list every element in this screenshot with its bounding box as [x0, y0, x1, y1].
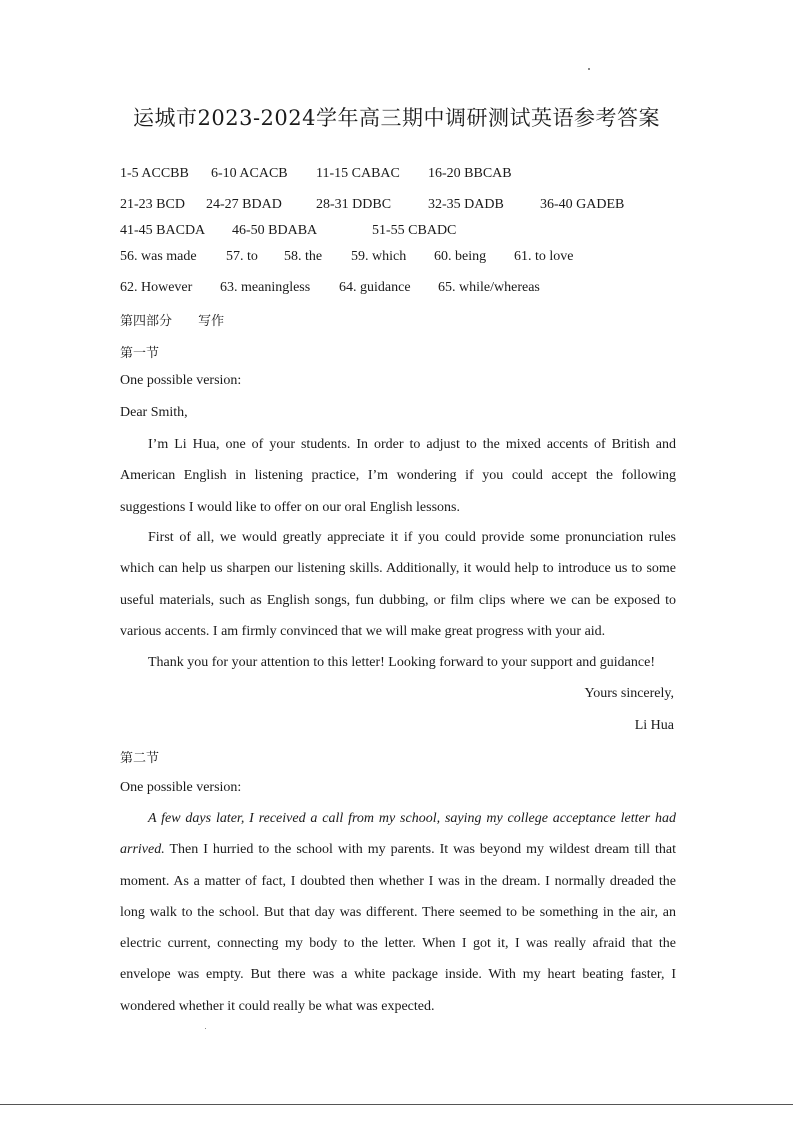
answer-item: 58. the	[284, 249, 323, 264]
answer-item: 62. However	[120, 280, 193, 295]
answer-group: 16-20 BBCAB	[428, 166, 512, 181]
page-bottom-rule	[0, 1104, 793, 1105]
answer-item: 60. being	[434, 249, 487, 264]
answer-group: 32-35 DADB	[428, 197, 504, 212]
letter-paragraph-3: Thank you for your attention to this letter! Looking forward to your support and guidance!	[148, 655, 655, 670]
answer-item: 57. to	[226, 249, 258, 264]
story-opening: A few days later, I received a call from my school, saying my college acceptance letter had arrived.	[120, 811, 676, 858]
letter-paragraph-1: I’m Li Hua, one of your students. In order to adjust to the mixed accents of British and American English in listening practice, I’m wondering if you could accept the following suggestions I would like to offer on our oral English lessons.	[120, 437, 676, 515]
part-heading	[120, 310, 224, 329]
part-sub-label: 写作	[198, 314, 225, 329]
answer-group: 24-27 BDAD	[206, 197, 282, 212]
page-title: 运城市2023-2024学年高三期中调研测试英语参考答案	[133, 106, 660, 130]
story-paragraph	[120, 803, 676, 1022]
answer-group: 41-45 BACDA	[120, 223, 206, 238]
answer-group: 1-5 ACCBB	[120, 166, 189, 181]
answer-group: 46-50 BDABA	[232, 223, 318, 238]
section-2-heading: 第二节	[120, 751, 160, 766]
section-2-version-label: One possible version:	[120, 780, 242, 795]
scan-speck	[588, 68, 590, 70]
answer-group: 6-10 ACACB	[211, 166, 288, 181]
letter-greeting: Dear Smith,	[120, 405, 188, 420]
part-label: 第四部分	[120, 314, 173, 329]
letter-closing: Yours sincerely,	[584, 686, 674, 701]
answer-group: 11-15 CABAC	[316, 166, 400, 181]
answer-group: 28-31 DDBC	[316, 197, 392, 212]
section-1-heading: 第一节	[120, 346, 160, 361]
answer-item: 64. guidance	[339, 280, 411, 295]
answer-item: 63. meaningless	[220, 280, 311, 295]
answer-item: 59. which	[351, 249, 407, 264]
section-1-version-label: One possible version:	[120, 373, 242, 388]
answer-group: 51-55 CBADC	[372, 223, 457, 238]
answer-group: 36-40 GADEB	[540, 197, 625, 212]
letter-paragraph-2: First of all, we would greatly appreciate it if you could provide some pronunciation rules which can help us sharpen our listening skills. Additionally, it would help to introduce us to some useful materials, such as English songs, fun dubbing, or film clips where we can be exposed to various accents. I am firmly convinced that we will make great progress with your aid.	[120, 530, 676, 639]
scan-speck	[205, 1028, 206, 1029]
answer-group: 21-23 BCD	[120, 197, 185, 212]
story-continuation: Then I hurried to the school with my parents. It was beyond my wildest dream till that moment. As a matter of fact, I doubted then whether I was in the dream. I normally dreaded the long walk to the school. But that day was different. There seemed to be something in the air, an electric current, connecting my body to the letter. When I got it, I was really afraid that the envelope was empty. But there was a white package inside. With my heart beating faster, I wondered whether it could really be what was expected.	[120, 842, 676, 1014]
answer-item: 56. was made	[120, 249, 197, 264]
letter-signature: Li Hua	[634, 718, 674, 733]
answer-item: 65. while/whereas	[438, 280, 540, 295]
answer-item: 61. to love	[514, 249, 574, 264]
